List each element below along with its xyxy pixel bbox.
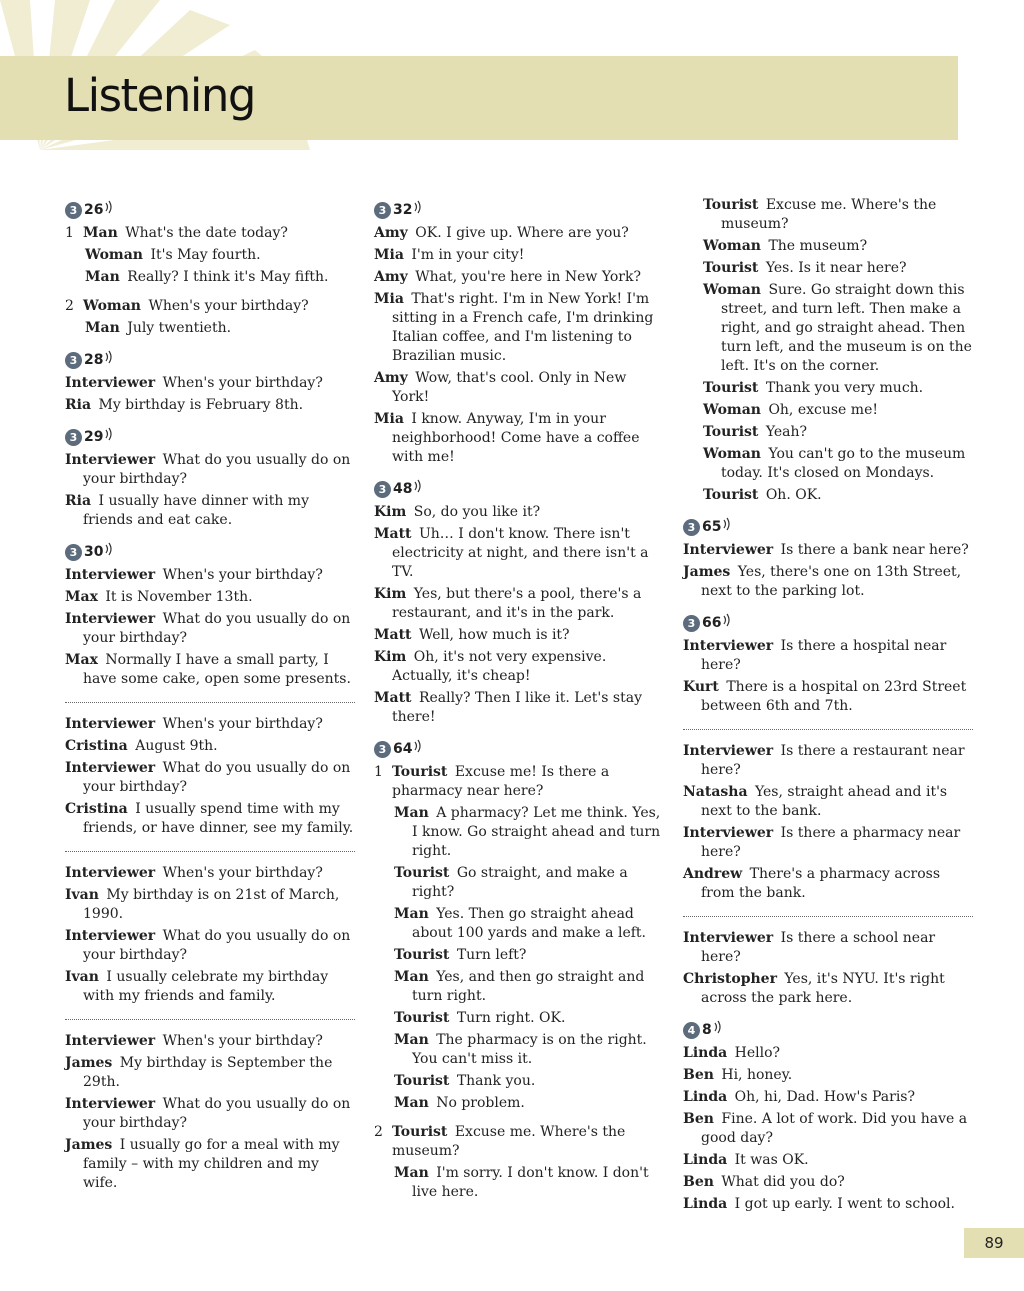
- dialogue-text: Sure. Go straight down this street, and turn left. Then make a right, and go straight ahead. Then turn left, and the museum is on the left. It's on the corner.: [721, 282, 972, 374]
- speaker-name: Man: [85, 320, 120, 336]
- dialogue-text: Well, how much is it?: [418, 627, 570, 643]
- speaker-name: Amy: [374, 370, 408, 386]
- track-number: 32: [393, 201, 413, 218]
- dialogue-line: [374, 525, 664, 582]
- dialogue-line: [374, 626, 664, 645]
- cd-number-badge: 3: [374, 202, 391, 219]
- dialogue-line: [683, 401, 973, 420]
- dialogue-text: Oh, excuse me!: [768, 402, 878, 418]
- audio-track-label: [65, 542, 355, 562]
- transcript-column-3: [683, 193, 973, 1217]
- speaker-name: Kurt: [683, 679, 719, 695]
- speaker-name: Ivan: [65, 969, 99, 985]
- dialogue-line: [683, 1195, 973, 1214]
- dialogue-line: [65, 1032, 355, 1051]
- speaker-name: Max: [65, 652, 98, 668]
- speaker-name: Interviewer: [65, 452, 156, 468]
- speaker-name: Max: [65, 589, 98, 605]
- dialogue-line: [683, 678, 973, 716]
- dialogue-text: I know. Anyway, I'm in your neighborhood! Come have a coffee with me!: [392, 411, 640, 465]
- speaker-name: Mia: [374, 247, 404, 263]
- dialogue-line: [683, 1151, 973, 1170]
- dialogue-text: Normally I have a small party, I have some cake, open some presents.: [83, 652, 351, 687]
- speaker-name: Man: [394, 805, 429, 821]
- track-number: 29: [84, 428, 104, 445]
- speaker-name: Ria: [65, 397, 92, 413]
- dialogue-text: Thank you very much.: [765, 380, 924, 396]
- dialogue-text: Is there a pharmacy near here?: [701, 825, 961, 860]
- dialogue-text: Turn left?: [456, 947, 527, 963]
- dialogue-text: Really? I think it's May fifth.: [127, 269, 329, 285]
- cd-number-badge: 3: [65, 429, 82, 446]
- dotted-divider: [65, 1019, 355, 1020]
- speaker-name: Interviewer: [65, 928, 156, 944]
- dialogue-text: Yes. Is it near here?: [765, 260, 907, 276]
- dialogue-line: [65, 588, 355, 607]
- speaker-name: Ivan: [65, 887, 99, 903]
- dialogue-line: [683, 541, 973, 560]
- speaker-name: Interviewer: [683, 743, 774, 759]
- dialogue-line: [65, 1054, 355, 1092]
- dialogue-text: When's your birthday?: [162, 567, 323, 583]
- dialogue-text: I'm in your city!: [411, 247, 525, 263]
- dialogue-line: [65, 319, 355, 338]
- dialogue-text: Yes. Then go straight ahead about 100 yards and make a left.: [412, 906, 646, 941]
- dialogue-line: [65, 297, 355, 316]
- speaker-name: Woman: [83, 298, 141, 314]
- dialogue-number: 2: [374, 1124, 383, 1140]
- audio-icon: [723, 517, 731, 537]
- dialogue-line: [65, 800, 355, 838]
- dialogue-line: [374, 268, 664, 287]
- dialogue-text: What did you do?: [721, 1174, 845, 1190]
- dialogue-text: I usually celebrate my birthday with my friends and family.: [83, 969, 329, 1004]
- dialogue-number: 1: [65, 225, 74, 241]
- dialogue-line: [683, 1044, 973, 1063]
- dialogue-line: [683, 1173, 973, 1192]
- dialogue-text: I usually go for a meal with my family – with my children and my wife.: [83, 1137, 340, 1191]
- dialogue-line: [683, 865, 973, 903]
- dialogue-text: You can't go to the museum today. It's closed on Mondays.: [721, 446, 966, 481]
- dialogue-text: My birthday is February 8th.: [98, 397, 304, 413]
- audio-track-label: [65, 200, 355, 220]
- speaker-name: Woman: [703, 238, 761, 254]
- speaker-name: Tourist: [394, 865, 450, 881]
- dialogue-text: Uh… I don't know. There isn't electricity at night, and there isn't a TV.: [392, 526, 649, 580]
- dialogue-line: [374, 1094, 664, 1113]
- speaker-name: Linda: [683, 1152, 728, 1168]
- dialogue-line: [374, 369, 664, 407]
- dialogue-text: I'm sorry. I don't know. I don't live here.: [412, 1165, 649, 1200]
- dialogue-line: [683, 196, 973, 234]
- dialogue-line: [683, 637, 973, 675]
- dialogue-text: It is November 13th.: [105, 589, 253, 605]
- dialogue-text: July twentieth.: [127, 320, 232, 336]
- dialogue-line: [65, 610, 355, 648]
- dialogue-number: 1: [374, 764, 383, 780]
- cd-number-badge: 3: [683, 615, 700, 632]
- speaker-name: Interviewer: [683, 930, 774, 946]
- dialogue-text: I usually spend time with my friends, or have dinner, see my family.: [83, 801, 354, 836]
- track-number: 48: [393, 480, 413, 497]
- speaker-name: Matt: [374, 627, 412, 643]
- dialogue-line: [65, 737, 355, 756]
- speaker-name: Tourist: [394, 1010, 450, 1026]
- dialogue-line: [683, 783, 973, 821]
- dialogue-line: [683, 1088, 973, 1107]
- speaker-name: Matt: [374, 690, 412, 706]
- dialogue-text: Is there a school near here?: [701, 930, 936, 965]
- transcript-column-2: [374, 200, 664, 1205]
- speaker-name: Man: [394, 969, 429, 985]
- speaker-name: James: [65, 1055, 113, 1071]
- dialogue-line: [374, 864, 664, 902]
- dialogue-line: [374, 503, 664, 522]
- dialogue-text: Excuse me. Where's the museum?: [721, 197, 937, 232]
- dialogue-text: Fine. A lot of work. Did you have a good day?: [701, 1111, 968, 1146]
- speaker-name: Interviewer: [65, 611, 156, 627]
- dialogue-line: [683, 486, 973, 505]
- speaker-name: Tourist: [394, 1073, 450, 1089]
- speaker-name: Natasha: [683, 784, 748, 800]
- spacer: [65, 290, 355, 294]
- speaker-name: Man: [394, 1032, 429, 1048]
- dialogue-text: Turn right. OK.: [456, 1010, 566, 1026]
- speaker-name: Cristina: [65, 738, 128, 754]
- dialogue-text: Oh. OK.: [765, 487, 822, 503]
- dialogue-text: Yes, and then go straight and turn right.: [412, 969, 645, 1004]
- dialogue-line: [65, 927, 355, 965]
- dialogue-line: [374, 648, 664, 686]
- dialogue-line: [65, 451, 355, 489]
- speaker-name: Interviewer: [65, 567, 156, 583]
- dialogue-text: When's your birthday?: [162, 716, 323, 732]
- audio-icon: [105, 427, 113, 447]
- track-number: 66: [702, 614, 722, 631]
- audio-track-label: [374, 200, 664, 220]
- dialogue-line: [374, 946, 664, 965]
- track-number: 64: [393, 740, 413, 757]
- dialogue-text: What's the date today?: [125, 225, 288, 241]
- dialogue-line: [374, 905, 664, 943]
- speaker-name: Ria: [65, 493, 92, 509]
- dialogue-line: [65, 268, 355, 287]
- speaker-name: Woman: [703, 402, 761, 418]
- dialogue-text: Yes, there's one on 13th Street, next to the parking lot.: [701, 564, 962, 599]
- speaker-name: Linda: [683, 1196, 728, 1212]
- audio-track-label: [683, 613, 973, 633]
- dialogue-line: [65, 374, 355, 393]
- dialogue-line: [374, 290, 664, 366]
- dialogue-line: [374, 1072, 664, 1091]
- dialogue-line: [65, 246, 355, 265]
- dialogue-text: I usually have dinner with my friends and eat cake.: [83, 493, 309, 528]
- dialogue-line: [683, 1066, 973, 1085]
- dialogue-text: Oh, it's not very expensive. Actually, it's cheap!: [392, 649, 607, 684]
- audio-track-label: [374, 739, 664, 759]
- speaker-name: Christopher: [683, 971, 777, 987]
- dialogue-text: Yeah?: [765, 424, 808, 440]
- dialogue-line: [65, 492, 355, 530]
- dialogue-text: So, do you like it?: [413, 504, 541, 520]
- dialogue-line: [374, 410, 664, 467]
- dialogue-text: Is there a bank near here?: [780, 542, 969, 558]
- cd-number-badge: 3: [374, 481, 391, 498]
- speaker-name: Man: [394, 1095, 429, 1111]
- speaker-name: Tourist: [392, 1124, 448, 1140]
- dialogue-text: The pharmacy is on the right. You can't miss it.: [412, 1032, 647, 1067]
- speaker-name: Interviewer: [683, 825, 774, 841]
- speaker-name: Linda: [683, 1045, 728, 1061]
- dialogue-line: [65, 968, 355, 1006]
- dialogue-text: Oh, hi, Dad. How's Paris?: [734, 1089, 915, 1105]
- speaker-name: Interviewer: [65, 1033, 156, 1049]
- audio-icon: [714, 1020, 722, 1040]
- dialogue-text: It was OK.: [734, 1152, 809, 1168]
- dialogue-line: [683, 281, 973, 376]
- speaker-name: Interviewer: [65, 760, 156, 776]
- dialogue-line: [65, 759, 355, 797]
- dialogue-text: What do you usually do on your birthday?: [83, 928, 351, 963]
- dialogue-line: [65, 396, 355, 415]
- dialogue-line: [683, 742, 973, 780]
- speaker-name: Andrew: [683, 866, 743, 882]
- speaker-name: Kim: [374, 649, 407, 665]
- dialogue-line: [683, 824, 973, 862]
- dialogue-text: When's your birthday?: [162, 865, 323, 881]
- cd-number-badge: 3: [683, 519, 700, 536]
- dialogue-line: [65, 224, 355, 243]
- dialogue-line: [683, 1110, 973, 1148]
- transcript-column-1: [65, 200, 355, 1196]
- dialogue-text: Excuse me. Where's the museum?: [392, 1124, 626, 1159]
- track-number: 30: [84, 543, 104, 560]
- dialogue-line: [683, 929, 973, 967]
- dialogue-line: [65, 1136, 355, 1193]
- dialogue-text: Wow, that's cool. Only in New York!: [392, 370, 627, 405]
- speaker-name: Ben: [683, 1174, 714, 1190]
- cd-number-badge: 3: [65, 352, 82, 369]
- dotted-divider: [683, 729, 973, 730]
- dialogue-text: Really? Then I like it. Let's stay there!: [392, 690, 642, 725]
- dialogue-text: There is a hospital on 23rd Street between 6th and 7th.: [701, 679, 967, 714]
- audio-track-label: [374, 479, 664, 499]
- speaker-name: Interviewer: [683, 542, 774, 558]
- dialogue-line: [374, 246, 664, 265]
- speaker-name: Tourist: [703, 197, 759, 213]
- dialogue-text: When's your birthday?: [162, 375, 323, 391]
- dialogue-text: Is there a hospital near here?: [701, 638, 947, 673]
- speaker-name: Tourist: [703, 380, 759, 396]
- speaker-name: Tourist: [703, 260, 759, 276]
- audio-track-label: [65, 350, 355, 370]
- audio-icon: [723, 613, 731, 633]
- dialogue-line: [683, 237, 973, 256]
- dialogue-line: [683, 423, 973, 442]
- dialogue-text: What do you usually do on your birthday?: [83, 611, 351, 646]
- dotted-divider: [65, 702, 355, 703]
- dialogue-text: The museum?: [768, 238, 868, 254]
- dialogue-text: Excuse me! Is there a pharmacy near here?: [392, 764, 610, 799]
- dialogue-text: What do you usually do on your birthday?: [83, 760, 351, 795]
- track-number: 8: [702, 1021, 712, 1038]
- spacer: [374, 1116, 664, 1120]
- speaker-name: Mia: [374, 411, 404, 427]
- dialogue-text: There's a pharmacy across from the bank.: [701, 866, 941, 901]
- speaker-name: Woman: [85, 247, 143, 263]
- speaker-name: Ben: [683, 1111, 714, 1127]
- audio-icon: [414, 479, 422, 499]
- dialogue-line: [374, 1164, 664, 1202]
- dialogue-line: [683, 379, 973, 398]
- dialogue-text: My birthday is September the 29th.: [83, 1055, 333, 1090]
- dialogue-line: [374, 224, 664, 243]
- dialogue-line: [683, 445, 973, 483]
- audio-track-label: [65, 427, 355, 447]
- dotted-divider: [65, 851, 355, 852]
- speaker-name: Man: [85, 269, 120, 285]
- dialogue-text: Yes, it's NYU. It's right across the park here.: [701, 971, 945, 1006]
- cd-number-badge: 4: [683, 1022, 700, 1039]
- dialogue-line: [374, 585, 664, 623]
- cd-number-badge: 3: [374, 741, 391, 758]
- dialogue-text: Is there a restaurant near here?: [701, 743, 965, 778]
- speaker-name: James: [65, 1137, 113, 1153]
- cd-number-badge: 3: [65, 202, 82, 219]
- speaker-name: Tourist: [703, 424, 759, 440]
- dialogue-text: What, you're here in New York?: [415, 269, 641, 285]
- speaker-name: Interviewer: [65, 865, 156, 881]
- dialogue-line: [374, 968, 664, 1006]
- speaker-name: Cristina: [65, 801, 128, 817]
- dialogue-text: Yes, straight ahead and it's next to the bank.: [701, 784, 948, 819]
- dialogue-text: My birthday is on 21st of March, 1990.: [83, 887, 340, 922]
- dialogue-text: August 9th.: [135, 738, 218, 754]
- dialogue-text: It's May fourth.: [150, 247, 261, 263]
- dialogue-text: Thank you.: [456, 1073, 536, 1089]
- dialogue-text: Hello?: [734, 1045, 781, 1061]
- dialogue-text: What do you usually do on your birthday?: [83, 1096, 351, 1131]
- dialogue-line: [65, 864, 355, 883]
- page-title: Listening: [64, 69, 255, 122]
- speaker-name: Tourist: [394, 947, 450, 963]
- speaker-name: James: [683, 564, 731, 580]
- dialogue-text: OK. I give up. Where are you?: [415, 225, 629, 241]
- speaker-name: Mia: [374, 291, 404, 307]
- dialogue-line: [374, 1123, 664, 1161]
- speaker-name: Linda: [683, 1089, 728, 1105]
- audio-icon: [105, 350, 113, 370]
- speaker-name: Woman: [703, 446, 761, 462]
- dialogue-text: Hi, honey.: [721, 1067, 793, 1083]
- dialogue-text: What do you usually do on your birthday?: [83, 452, 351, 487]
- dialogue-number: 2: [65, 298, 74, 314]
- dialogue-text: Yes, but there's a pool, there's a restaurant, and it's in the park.: [392, 586, 642, 621]
- dialogue-line: [374, 1009, 664, 1028]
- dialogue-line: [374, 1031, 664, 1069]
- dialogue-text: When's your birthday?: [148, 298, 309, 314]
- track-number: 28: [84, 351, 104, 368]
- speaker-name: Kim: [374, 504, 407, 520]
- dialogue-text: A pharmacy? Let me think. Yes, I know. Go straight ahead and turn right.: [412, 805, 661, 859]
- speaker-name: Amy: [374, 225, 408, 241]
- audio-icon: [105, 200, 113, 220]
- dialogue-line: [65, 886, 355, 924]
- speaker-name: Woman: [703, 282, 761, 298]
- dialogue-line: [683, 563, 973, 601]
- track-number: 26: [84, 201, 104, 218]
- speaker-name: Man: [394, 906, 429, 922]
- dialogue-line: [65, 651, 355, 689]
- dialogue-text: I got up early. I went to school.: [734, 1196, 955, 1212]
- page-number: 89: [964, 1228, 1024, 1258]
- dialogue-line: [374, 804, 664, 861]
- audio-icon: [414, 200, 422, 220]
- speaker-name: Ben: [683, 1067, 714, 1083]
- dialogue-text: No problem.: [436, 1095, 525, 1111]
- speaker-name: Tourist: [703, 487, 759, 503]
- speaker-name: Tourist: [392, 764, 448, 780]
- dialogue-text: When's your birthday?: [162, 1033, 323, 1049]
- audio-icon: [105, 542, 113, 562]
- dialogue-line: [683, 970, 973, 1008]
- speaker-name: Interviewer: [683, 638, 774, 654]
- dialogue-line: [374, 763, 664, 801]
- audio-track-label: [683, 1020, 973, 1040]
- speaker-name: Interviewer: [65, 716, 156, 732]
- speaker-name: Man: [83, 225, 118, 241]
- dialogue-line: [65, 566, 355, 585]
- dialogue-line: [65, 715, 355, 734]
- dotted-divider: [683, 916, 973, 917]
- speaker-name: Interviewer: [65, 375, 156, 391]
- dialogue-line: [65, 1095, 355, 1133]
- speaker-name: Kim: [374, 586, 407, 602]
- dialogue-line: [374, 689, 664, 727]
- speaker-name: Amy: [374, 269, 408, 285]
- speaker-name: Interviewer: [65, 1096, 156, 1112]
- track-number: 65: [702, 518, 722, 535]
- dialogue-text: Go straight, and make a right?: [412, 865, 628, 900]
- audio-icon: [414, 739, 422, 759]
- speaker-name: Matt: [374, 526, 412, 542]
- dialogue-line: [683, 259, 973, 278]
- cd-number-badge: 3: [65, 544, 82, 561]
- dialogue-text: That's right. I'm in New York! I'm sitting in a French cafe, I'm drinking Italian coffee, and I'm listening to Brazilian music.: [392, 291, 654, 364]
- audio-track-label: [683, 517, 973, 537]
- speaker-name: Man: [394, 1165, 429, 1181]
